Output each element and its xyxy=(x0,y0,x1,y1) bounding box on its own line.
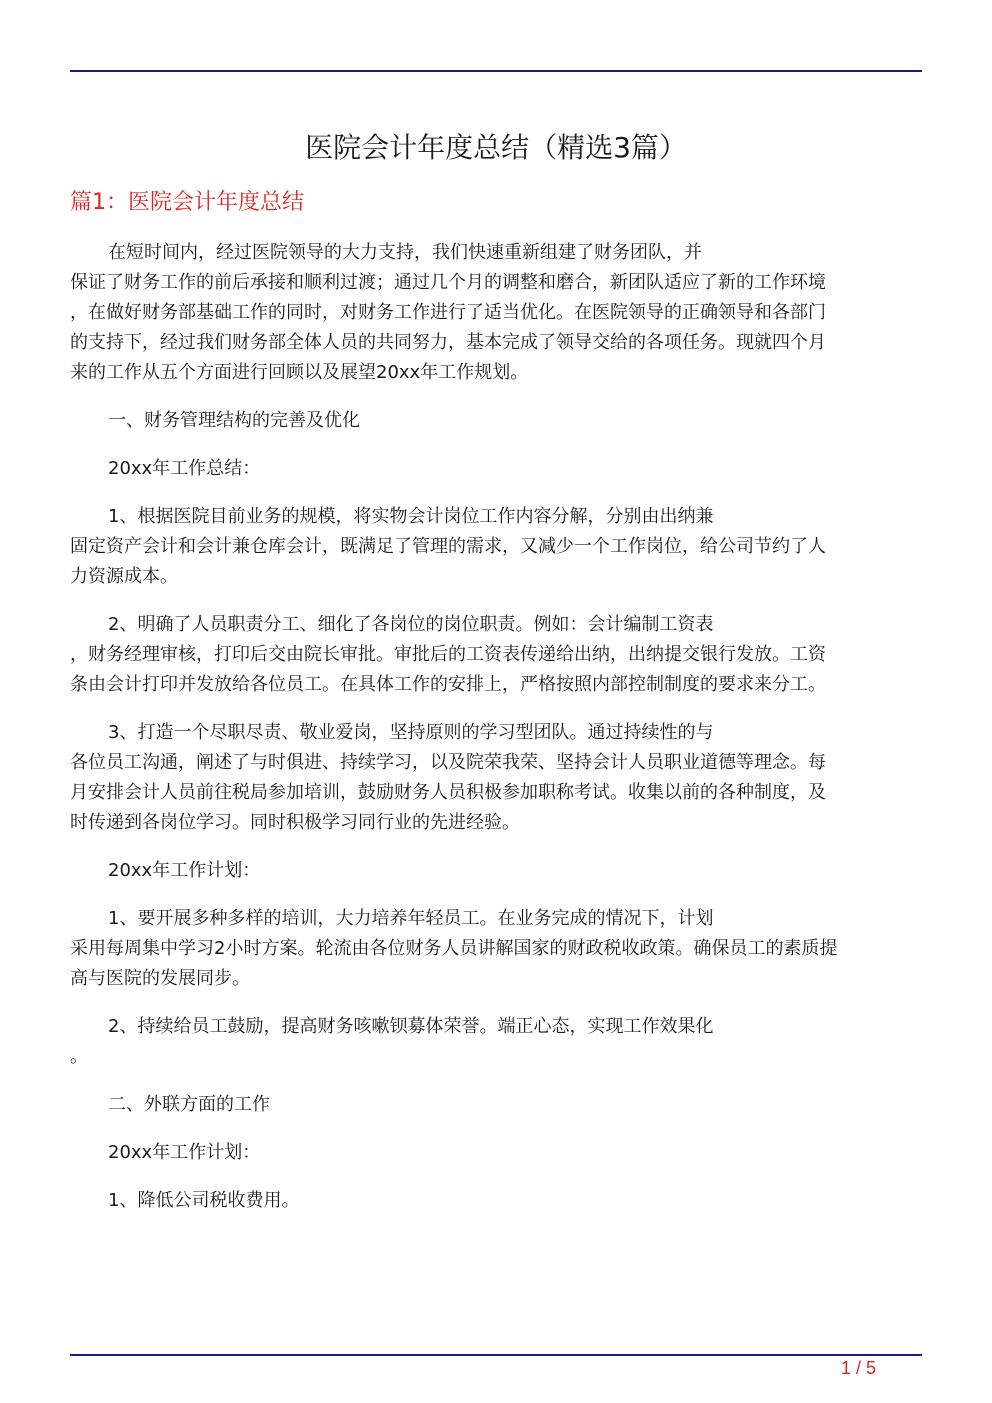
text-line: ，财务经理审核，打印后交由院长审批。审批后的工资表传递给出纳，出纳提交银行发放。工资 xyxy=(70,644,826,665)
text-line: 在短时间内，经过医院领导的大力支持，我们快速重新组建了财务团队，并 xyxy=(108,242,702,263)
text-line: 高与医院的发展同步。 xyxy=(70,968,250,989)
text-line: 2、明确了人员职责分工、细化了各岗位的岗位职责。例如：会计编制工资表 xyxy=(108,614,714,635)
text-line: 条由会计打印并发放给各位员工。在具体工作的安排上，严格按照内部控制制度的要求来分工。 xyxy=(70,674,826,695)
text-line: 采用每周集中学习2小时方案。轮流由各位财务人员讲解国家的财政税收政策。确保员工的素质提 xyxy=(70,938,838,959)
paragraph-item-3 xyxy=(70,718,922,838)
text-line: 3、打造一个尽职尽责、敬业爱岗，坚持原则的学习型团队。通过持续性的与 xyxy=(108,722,714,743)
text-line: 力资源成本。 xyxy=(70,566,178,587)
text-line: 1、根据医院目前业务的规模，将实物会计岗位工作内容分解，分别由出纳兼 xyxy=(108,506,714,527)
text-line: 1、降低公司税收费用。 xyxy=(108,1190,300,1211)
paragraph-plan-1 xyxy=(70,904,922,994)
header-rule xyxy=(70,70,922,72)
subheading-plan-2 xyxy=(70,1138,922,1168)
paragraph-external-1 xyxy=(70,1186,922,1216)
paragraph-item-1 xyxy=(70,502,922,592)
text-line: 一、财务管理结构的完善及优化 xyxy=(108,410,360,431)
document-title: 医院会计年度总结（精选3篇） xyxy=(305,131,687,164)
text-line: 保证了财务工作的前后承接和顺利过渡；通过几个月的调整和磨合，新团队适应了新的工作环境 xyxy=(70,272,826,293)
text-line: 。 xyxy=(70,1046,88,1067)
text-line: ，在做好财务部基础工作的同时，对财务工作进行了适当优化。在医院领导的正确领导和各部门 xyxy=(70,302,826,323)
text-line: 二、外联方面的工作 xyxy=(108,1094,270,1115)
text-line: 的支持下，经过我们财务部全体人员的共同努力，基本完成了领导交给的各项任务。现就四个月 xyxy=(70,332,826,353)
footer-rule xyxy=(70,1354,922,1356)
text-line: 时传递到各岗位学习。同时积极学习同行业的先进经验。 xyxy=(70,812,520,833)
text-line: 固定资产会计和会计兼仓库会计，既满足了管理的需求，又减少一个工作岗位，给公司节约了人 xyxy=(70,536,826,557)
subheading-summary xyxy=(70,454,922,484)
section-heading: 篇1：医院会计年度总结 xyxy=(70,190,304,215)
text-line: 月安排会计人员前往税局参加培训，鼓励财务人员积极参加职称考试。收集以前的各种制度，及 xyxy=(70,782,826,803)
paragraph-item-2 xyxy=(70,610,922,700)
paragraph-intro xyxy=(70,238,922,388)
document-body xyxy=(70,238,922,1216)
text-line: 各位员工沟通，阐述了与时俱进、持续学习，以及院荣我荣、坚持会计人员职业道德等理念。每 xyxy=(70,752,826,773)
text-line: 20xx年工作总结： xyxy=(108,458,261,479)
subheading-plan xyxy=(70,856,922,886)
text-line: 20xx年工作计划： xyxy=(108,860,261,881)
text-line: 2、持续给员工鼓励，提高财务咳嗽钡募体荣誉。端正心态，实现工作效果化 xyxy=(108,1016,714,1037)
text-line: 1、要开展多种多样的培训，大力培养年轻员工。在业务完成的情况下，计划 xyxy=(108,908,714,929)
subheading-structure xyxy=(70,406,922,436)
subheading-external xyxy=(70,1090,922,1120)
text-line: 来的工作从五个方面进行回顾以及展望20xx年工作规划。 xyxy=(70,362,529,383)
text-line: 20xx年工作计划： xyxy=(108,1142,261,1163)
paragraph-plan-2 xyxy=(70,1012,922,1072)
page-number: 1 / 5 xyxy=(840,1358,876,1378)
